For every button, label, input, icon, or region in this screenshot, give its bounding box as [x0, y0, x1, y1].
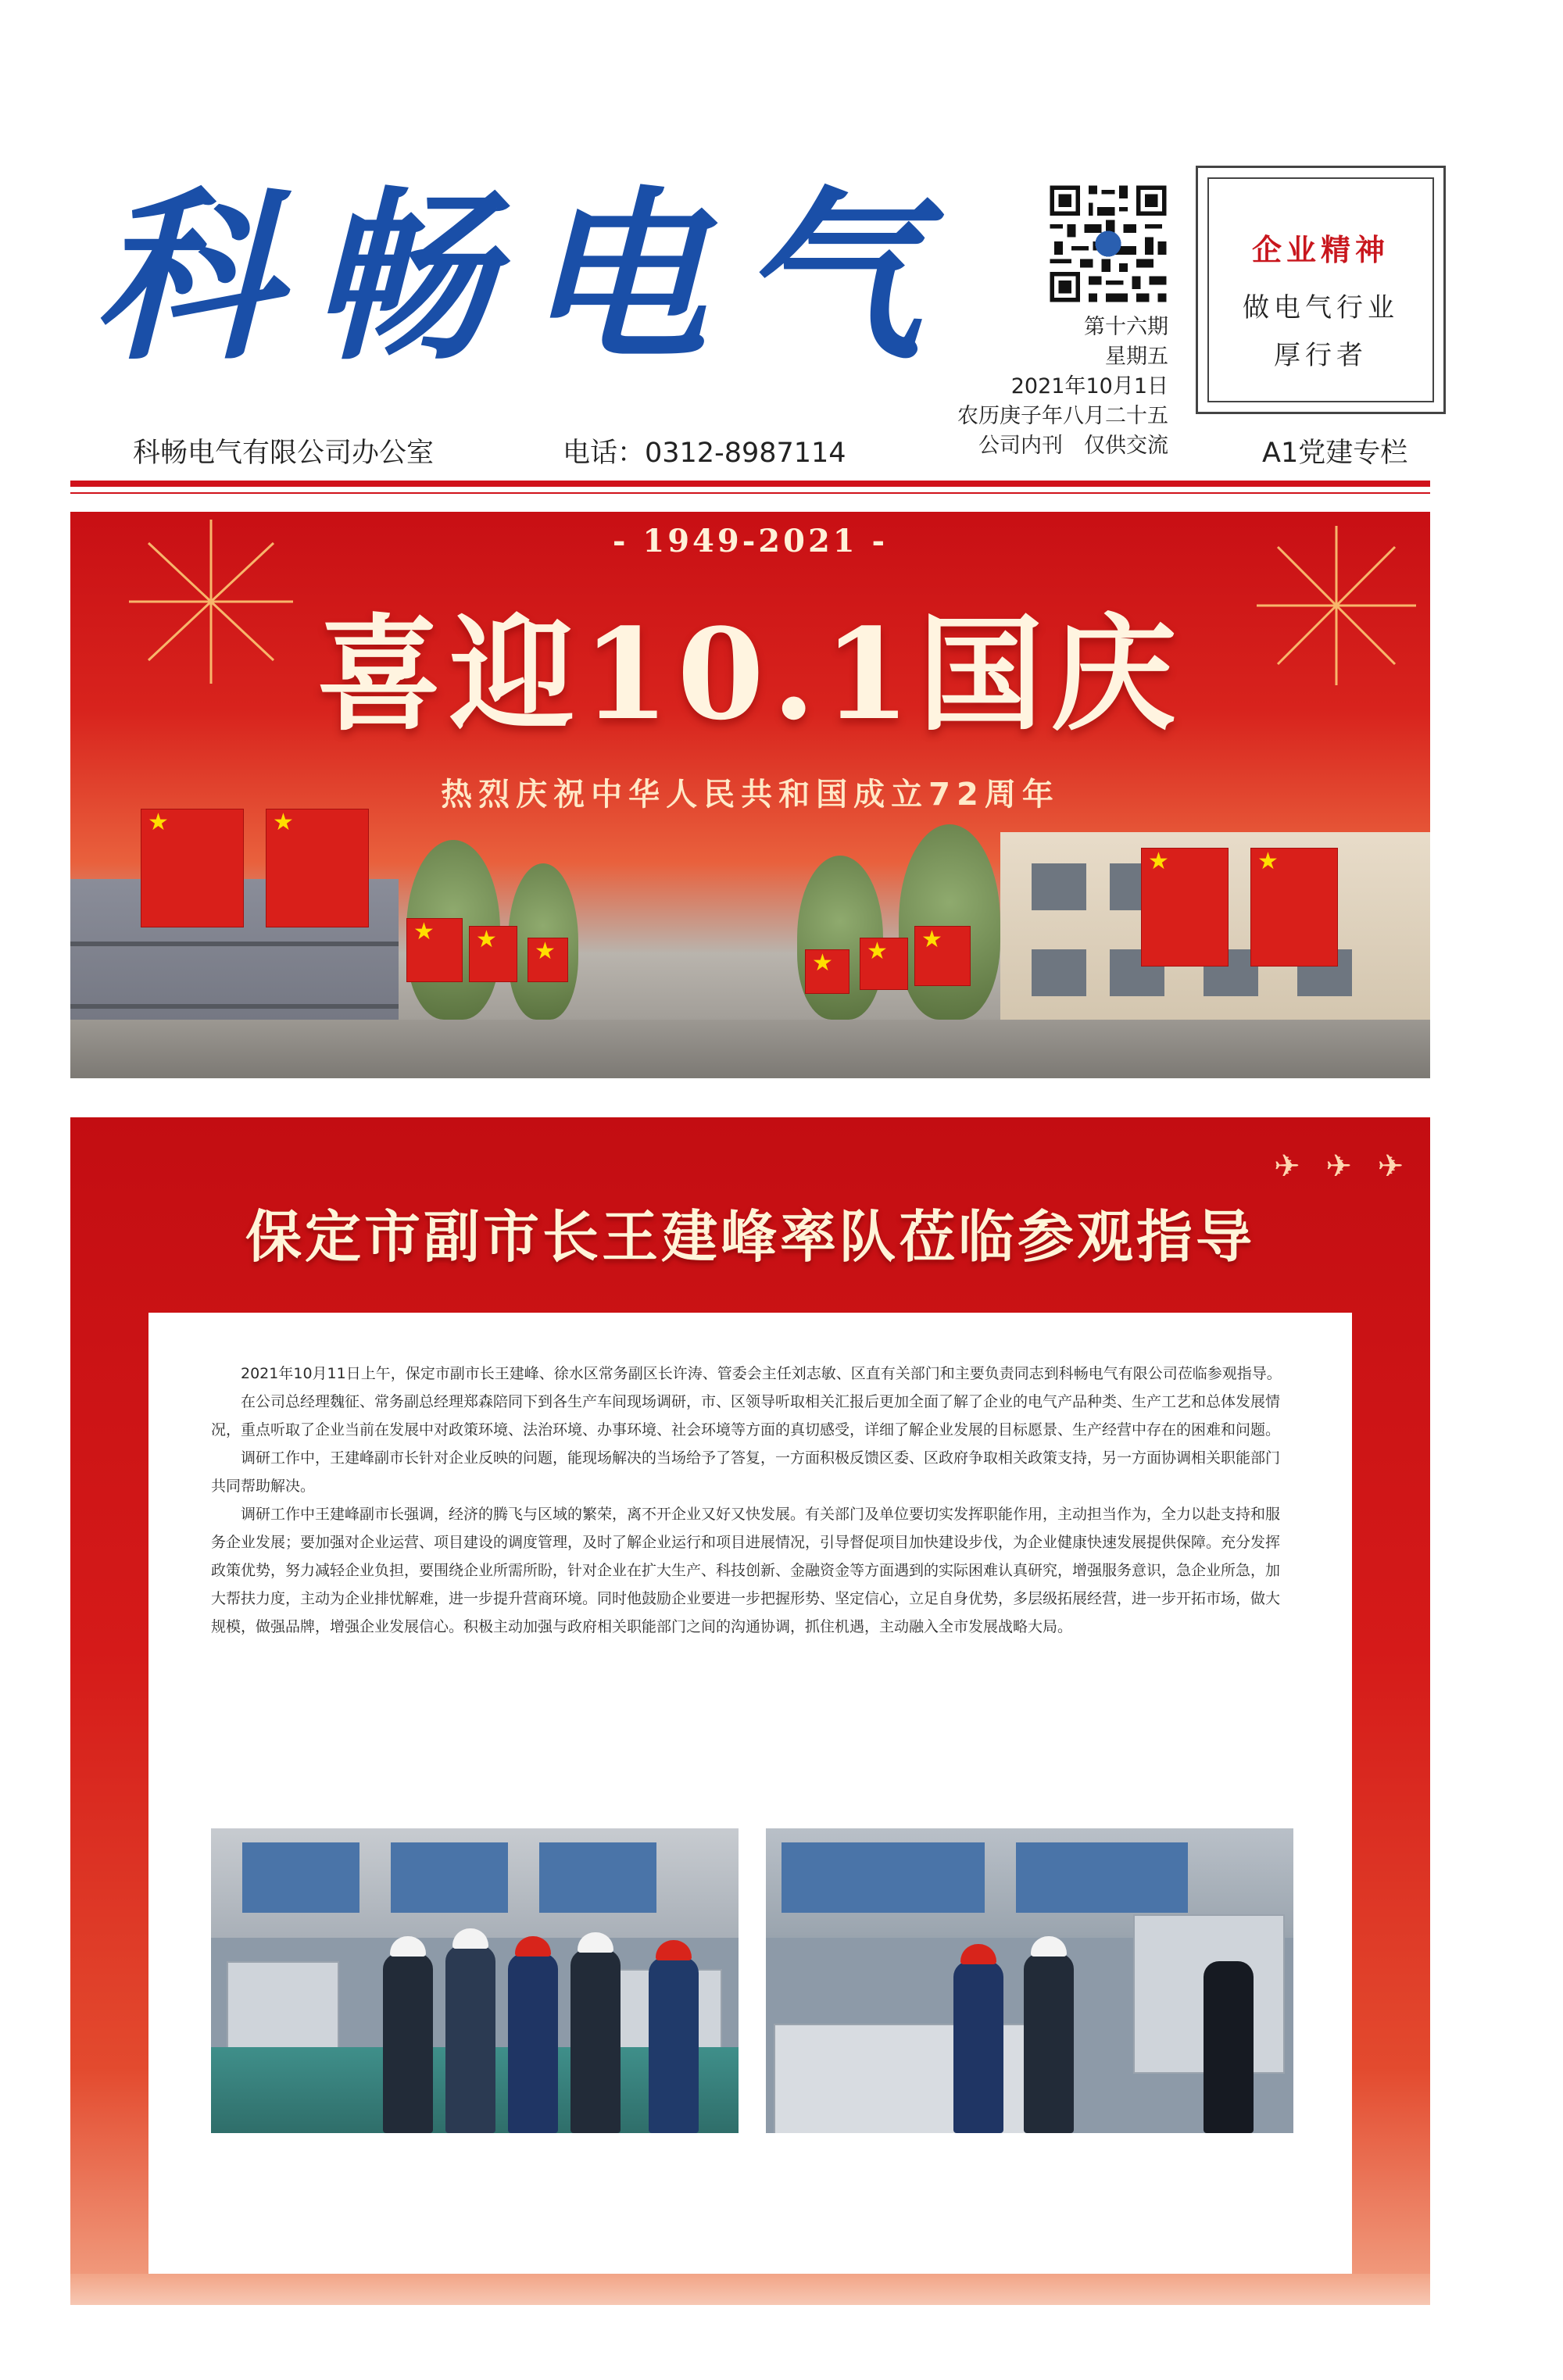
masthead-title: 科畅电气 — [94, 170, 953, 385]
flag-icon — [141, 809, 244, 927]
flag-icon — [860, 938, 908, 990]
flag-icon — [406, 918, 463, 982]
circulation-note: 公司内刊 仅供交流 — [978, 434, 1168, 458]
person — [1204, 1961, 1254, 2133]
helmet — [960, 1944, 996, 1964]
article-card — [148, 1313, 1352, 2274]
helmet — [515, 1936, 551, 1957]
publisher-name: 科畅电气有限公司办公室 — [133, 438, 435, 469]
article-paragraph: 2021年10月11日上午，保定市副市长王建峰、徐水区常务副区长许涛、管委会主任刘志敏、区直有关部门和主要负责同志到科畅电气有限公司莅临参观指导。 — [241, 1365, 1282, 1382]
road — [70, 1020, 1430, 1078]
photo-window — [782, 1842, 985, 1913]
issue-number: 第十六期 — [1084, 315, 1168, 339]
contact-phone: 电话：0312-8987114 — [563, 438, 846, 469]
section-label: A1党建专栏 — [1262, 438, 1408, 469]
flag-icon — [805, 949, 849, 994]
birds-icon: ✈︎ ✈︎ ✈︎ — [1274, 1149, 1411, 1185]
banner-subtitle: 热烈庆祝中华人民共和国成立72周年 — [441, 777, 1060, 813]
person — [508, 1953, 558, 2133]
helmet — [390, 1936, 426, 1957]
motto-line-1: 做电气行业 — [1243, 292, 1399, 323]
flag-icon — [266, 809, 369, 927]
qr-code-icon[interactable] — [1046, 181, 1171, 306]
machine — [227, 1961, 339, 2058]
flag-icon — [914, 926, 971, 986]
visit-photo-1 — [211, 1828, 739, 2133]
motto-line-2: 厚行者 — [1274, 340, 1368, 371]
banner-years: - 1949-2021 - — [612, 523, 889, 559]
person — [570, 1949, 621, 2133]
helmet — [1031, 1936, 1067, 1957]
national-day-banner — [70, 512, 1430, 1078]
motto-inner-frame — [1207, 177, 1434, 402]
photo-window — [1016, 1842, 1188, 1913]
motto-box — [1196, 166, 1446, 414]
photo-window — [539, 1842, 656, 1913]
article-title: 保定市副市长王建峰率队莅临参观指导 — [245, 1204, 1255, 1270]
article-paragraph: 在公司总经理魏征、常务副总经理郑森陪同下到各生产车间现场调研，市、区领导听取相关汇报后更加全面了解了企业的电气产品种类、生产工艺和总体发展情况，重点听取了企业当前在发展中对政策环境、法治环境、办事环境、社会环境等方面的真切感受，详细了解企业发展的目标愿景、生产经营中存在的困难和问题。 — [211, 1393, 1281, 1438]
article-section — [70, 1117, 1430, 2305]
person — [383, 1953, 433, 2133]
publish-date: 2021年10月1日 — [1010, 374, 1168, 398]
person — [953, 1961, 1003, 2133]
flag-icon — [469, 926, 517, 982]
motto-title: 企业精神 — [1251, 232, 1390, 267]
flag-icon — [1250, 848, 1338, 967]
visit-photo-2 — [766, 1828, 1293, 2133]
article-footer-glow — [70, 2274, 1430, 2305]
photo-window — [391, 1842, 508, 1913]
helmet — [656, 1940, 692, 1960]
person — [445, 1946, 495, 2133]
flag-icon — [1141, 848, 1229, 967]
weekday: 星期五 — [1105, 345, 1168, 369]
person — [1024, 1953, 1074, 2133]
banner-headline: 喜迎10.1国庆 — [317, 601, 1184, 748]
lunar-date: 农历庚子年八月二十五 — [957, 404, 1168, 428]
article-body — [211, 1360, 1289, 1641]
flag-icon — [528, 938, 568, 982]
header-rule-thin — [70, 492, 1430, 494]
article-paragraph: 调研工作中，王建峰副市长针对企业反映的问题，能现场解决的当场给予了答复，一方面积极反馈区委、区政府争取相关政策支持，另一方面协调相关职能部门共同帮助解决。 — [211, 1449, 1281, 1495]
tree — [899, 824, 1000, 1020]
person — [649, 1957, 699, 2133]
header-rule-thick — [70, 481, 1430, 487]
photo-window — [242, 1842, 359, 1913]
article-paragraph: 调研工作中王建峰副市长强调，经济的腾飞与区域的繁荣，离不开企业又好又快发展。有关部门及单位要切实发挥职能作用，主动担当作为，全力以赴支持和服务企业发展；要加强对企业运营、项目建设的调度管理，及时了解企业运行和项目进展情况，引导督促项目加快建设步伐，为企业健康快速发展提供保障。充分发挥政策优势，努力减轻企业负担，要围绕企业所需所盼，针对企业在扩大生产、科技创新、金融资金等方面遇到的实际困难认真研究，增强服务意识，急企业所急，加大帮扶力度，主动为企业排忧解难，进一步提升营商环境。同时他鼓励企业要进一步把握形势、坚定信心，立足自身优势，多层级拓展经营，进一步开拓市场，做大规模，做强品牌，增强企业发展信心。积极主动加强与政府相关职能部门之间的沟通协调，抓住机遇，主动融入全市发展战略大局。 — [211, 1506, 1281, 1635]
